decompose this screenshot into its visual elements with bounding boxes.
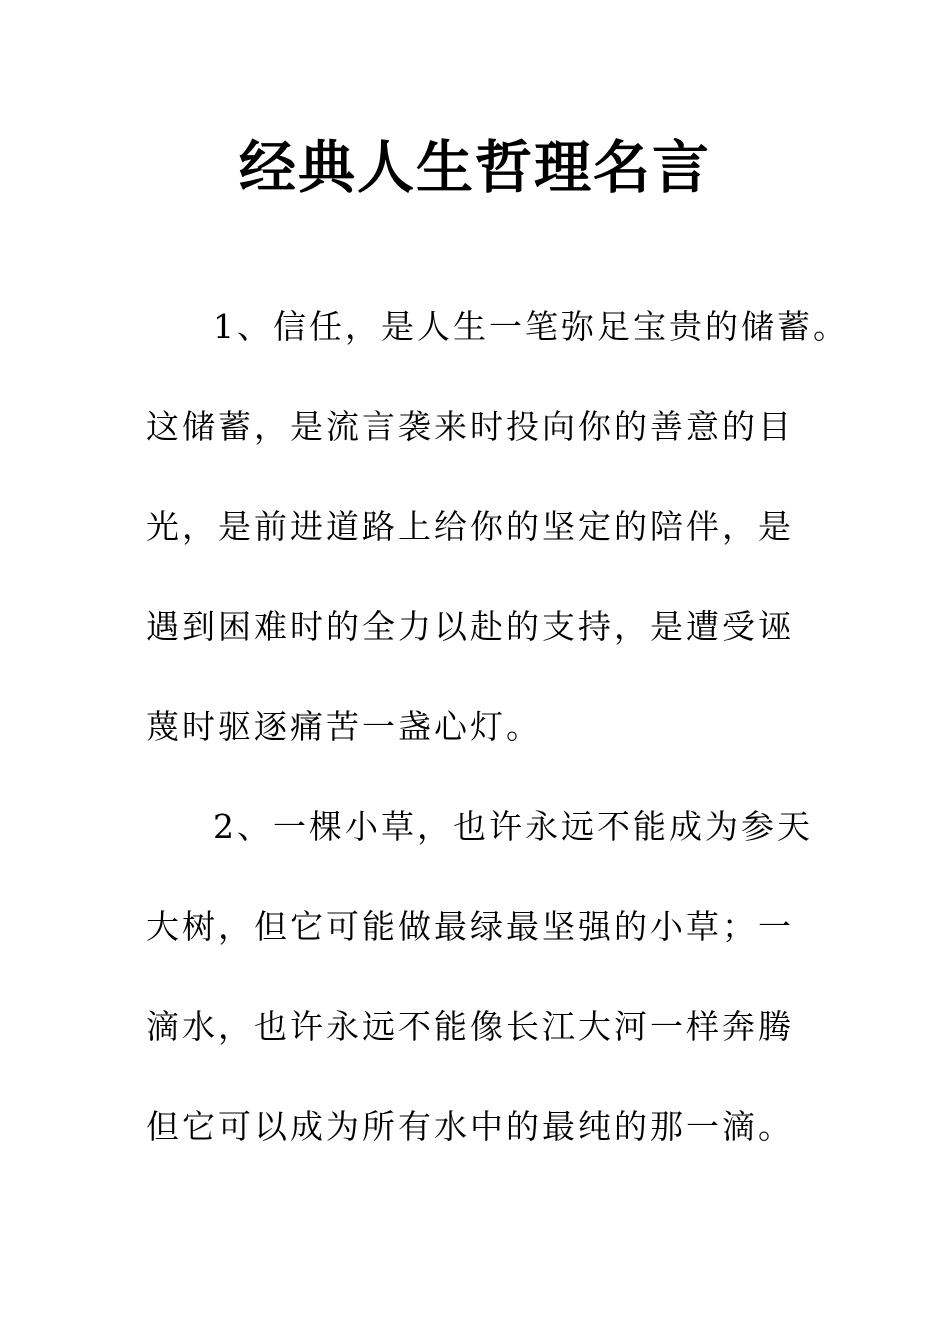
paragraph-line: 光，是前进道路上给你的坚定的陪伴，是 [146,507,794,546]
paragraph-line: 滴水，也许永远不能像长江大河一样奔腾 [146,1007,794,1046]
paragraph-line: 但它可以成为所有水中的最纯的那一滴。 [146,1107,794,1146]
document-title: 经典人生哲理名言 [239,134,711,201]
paragraph-line: 1、信任，是人生一笔弥足宝贵的储蓄。 [213,307,849,346]
paragraph-line: 2、一棵小草，也许永远不能成为参天 [213,807,813,846]
paragraph-line: 这储蓄，是流言袭来时投向你的善意的目 [146,407,794,446]
paragraph-line: 遇到困难时的全力以赴的支持，是遭受诬 [146,607,794,646]
paragraph-line: 大树，但它可能做最绿最坚强的小草；一 [146,907,794,946]
paragraph-line: 蔑时驱逐痛苦一盏心灯。 [146,707,542,746]
